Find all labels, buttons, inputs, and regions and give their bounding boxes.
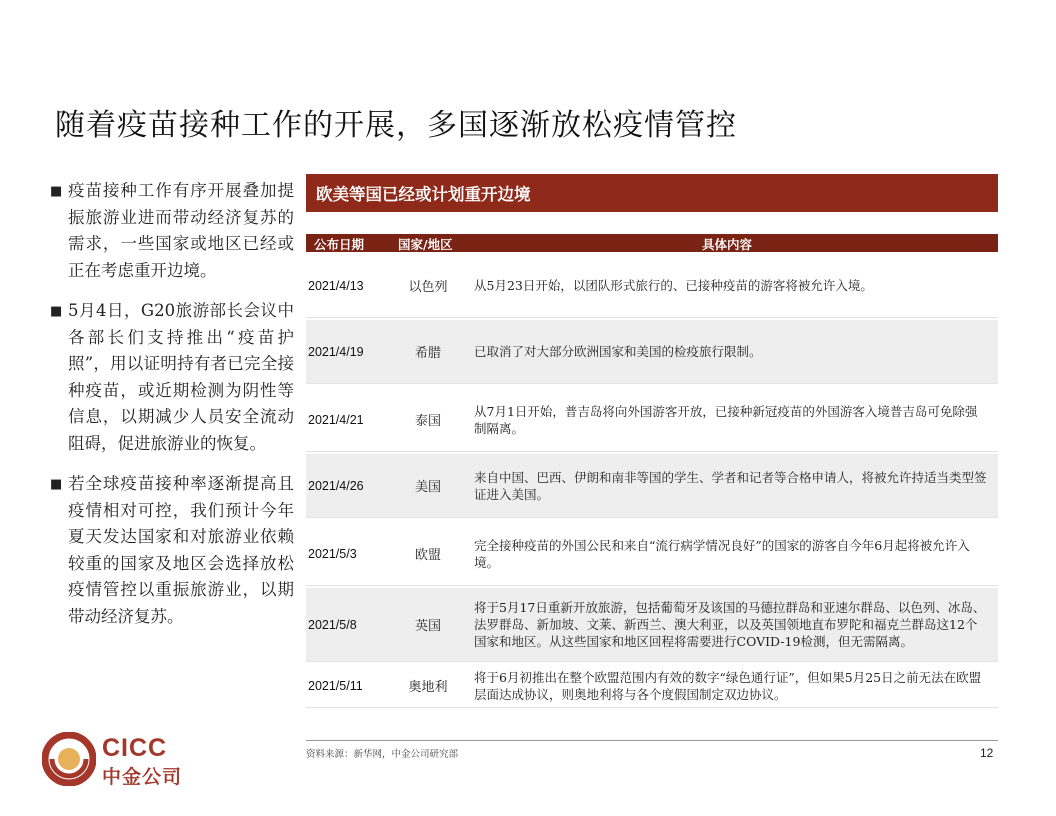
row-country: 美国 bbox=[414, 480, 441, 495]
row-content: 已取消了对大部分欧洲国家和美国的检疫旅行限制。 bbox=[474, 344, 762, 359]
table-row bbox=[306, 254, 998, 318]
column-header-country: 国家/地区 bbox=[398, 237, 453, 252]
table-header bbox=[306, 234, 998, 252]
bullet-list bbox=[50, 178, 294, 644]
row-content: 来自中国、巴西、伊朗和南非等国的学生、学者和记者等合格申请人，将被允许持适当类型签证进入美国。 bbox=[474, 469, 987, 502]
cicc-logo-icon bbox=[42, 732, 96, 786]
row-date: 2021/4/26 bbox=[308, 478, 364, 493]
page-title: 随着疫苗接种工作的开展，多国逐渐放松疫情管控 bbox=[55, 108, 737, 143]
bullet-item bbox=[50, 471, 294, 630]
row-date: 2021/5/3 bbox=[308, 546, 357, 561]
bullet-marker: ■ bbox=[50, 184, 63, 199]
row-date: 2021/4/19 bbox=[308, 344, 364, 359]
row-country: 希腊 bbox=[414, 346, 441, 361]
logo-text-cn: 中金公司 bbox=[102, 766, 183, 788]
bullet-marker: ■ bbox=[50, 477, 63, 492]
footer-divider bbox=[306, 740, 998, 741]
bullet-text: 5月4日，G20旅游部长会议中各部长们支持推出“疫苗护照”，用以证明持有者已完全接种疫苗，或近期检测为阴性等信息，以期减少人员安全流动阻碍，促进旅游业的恢复。 bbox=[68, 301, 294, 453]
table-row bbox=[306, 388, 998, 452]
bullet-item bbox=[50, 298, 294, 457]
bullet-text: 疫苗接种工作有序开展叠加提振旅游业进而带动经济复苏的需求，一些国家或地区已经或正在考虑重开边境。 bbox=[68, 181, 294, 280]
cicc-logo bbox=[42, 732, 202, 788]
source-note: 资料来源：新华网，中金公司研究部 bbox=[306, 749, 459, 760]
column-header-date: 公布日期 bbox=[314, 237, 365, 252]
table-row bbox=[306, 454, 998, 518]
row-date: 2021/4/13 bbox=[308, 278, 364, 293]
row-date: 2021/5/8 bbox=[308, 617, 357, 632]
row-content: 完全接种疫苗的外国公民和来自“流行病学情况良好”的国家的游客自今年6月起将被允许入境。 bbox=[474, 537, 970, 570]
row-country: 奥地利 bbox=[408, 680, 448, 695]
row-country: 英国 bbox=[414, 619, 441, 634]
table-row bbox=[306, 522, 998, 586]
table-row bbox=[306, 588, 998, 662]
row-content: 从5月23日开始，以团队形式旅行的、已接种疫苗的游客将被允许入境。 bbox=[474, 278, 873, 293]
row-date: 2021/5/11 bbox=[308, 678, 363, 693]
row-country: 欧盟 bbox=[414, 548, 441, 563]
column-header-content: 具体内容 bbox=[702, 237, 753, 252]
bullet-item bbox=[50, 178, 294, 284]
panel-header: 欧美等国已经或计划重开边境 bbox=[306, 174, 998, 212]
logo-text-en: CICC bbox=[102, 734, 168, 762]
row-content: 将于6月初推出在整个欧盟范围内有效的数字“绿色通行证”，但如果5月25日之前无法在欧盟层面达成协议，则奥地利将与各个度假国制定双边协议。 bbox=[474, 669, 982, 702]
bullet-marker: ■ bbox=[50, 304, 63, 319]
bullet-text: 若全球疫苗接种率逐渐提高且疫情相对可控，我们预计今年夏天发达国家和对旅游业依赖较重的国家及地区会选择放松疫情管控以重振旅游业，以期带动经济复苏。 bbox=[68, 474, 294, 626]
row-country: 以色列 bbox=[408, 280, 448, 295]
table-row bbox=[306, 320, 998, 384]
page-number: 12 bbox=[980, 746, 994, 760]
table-row bbox=[306, 664, 998, 708]
row-content: 从7月1日开始，普吉岛将向外国游客开放，已接种新冠疫苗的外国游客入境普吉岛可免除强制隔离。 bbox=[474, 403, 978, 436]
row-country: 泰国 bbox=[414, 414, 441, 429]
row-date: 2021/4/21 bbox=[308, 412, 364, 427]
row-content: 将于5月17日重新开放旅游，包括葡萄牙及该国的马德拉群岛和亚速尔群岛、以色列、冰岛、法罗群岛、新加坡、文莱、新西兰、澳大利亚，以及英国领地直布罗陀和福克兰群岛这12个国家和地区。从这些国家和地区回程将需要进行COVID-19检测，但无需隔离。 bbox=[474, 600, 986, 649]
